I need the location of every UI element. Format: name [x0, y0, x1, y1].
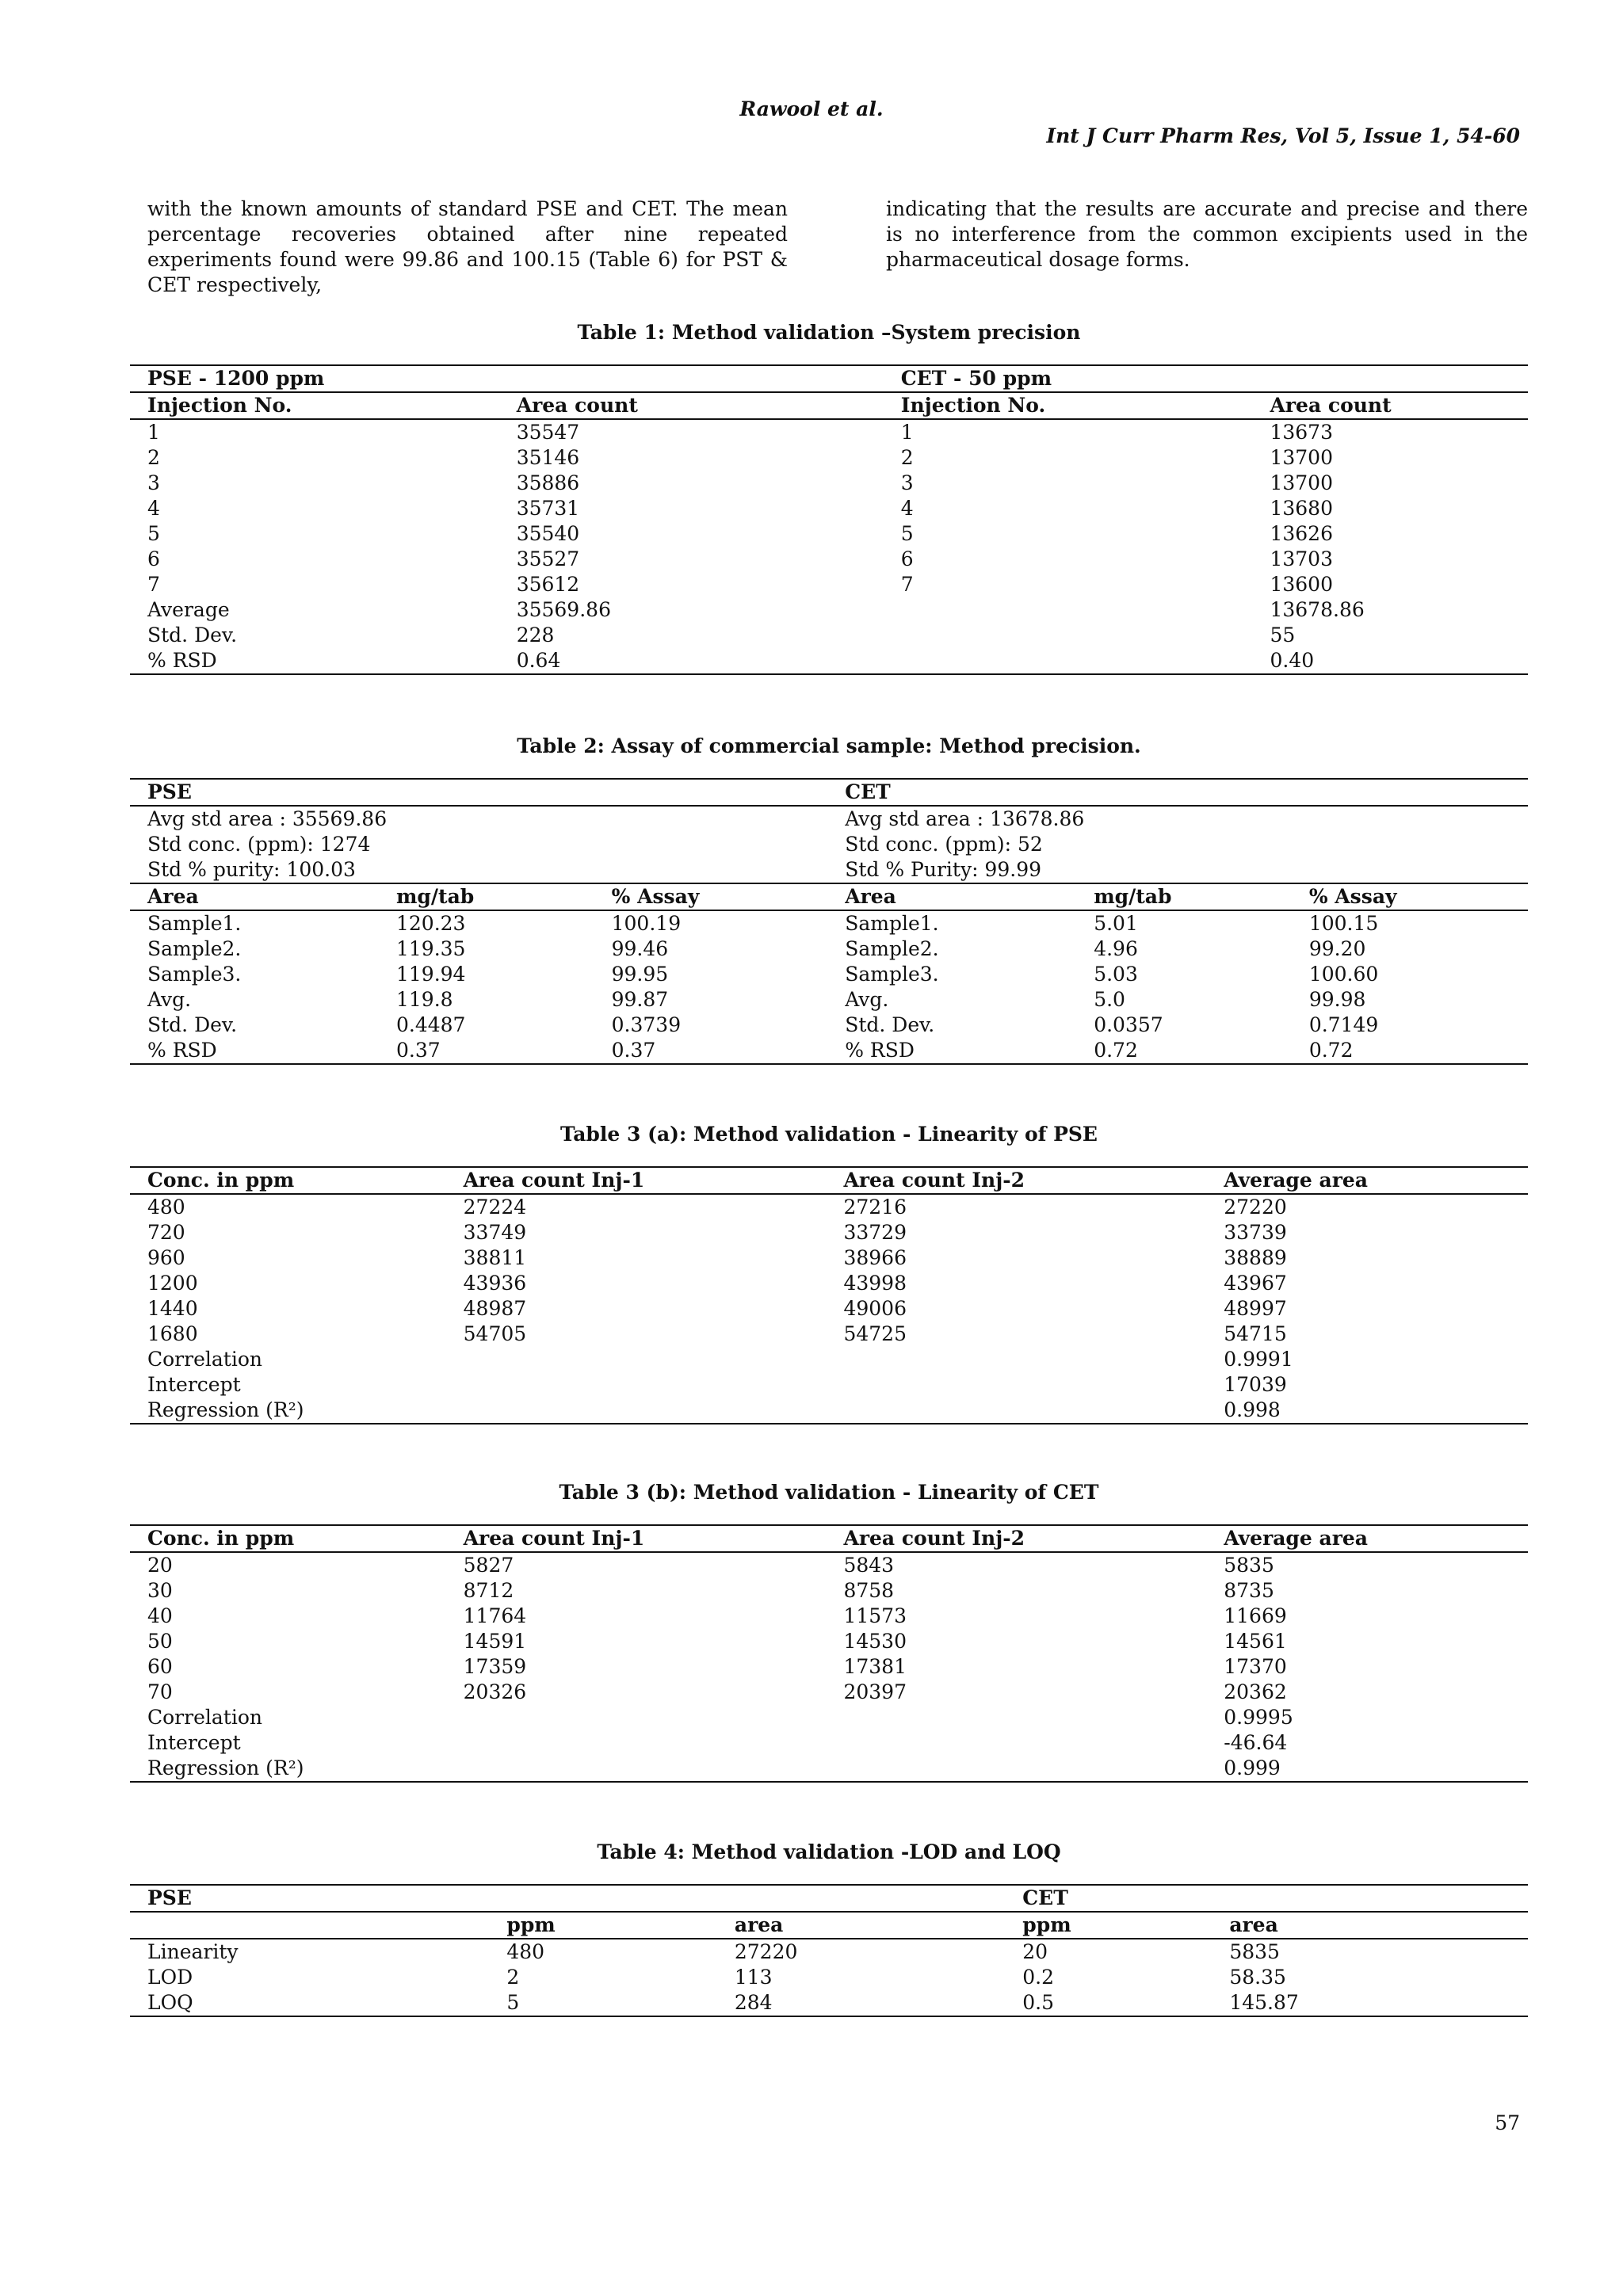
- table-cell: 17039: [1224, 1373, 1287, 1396]
- table-cell: 35569.86: [516, 598, 611, 621]
- running-header-journal: Int J Curr Pharm Res, Vol 5, Issue 1, 54-60: [1046, 124, 1520, 147]
- table-cell: [826, 1756, 1206, 1782]
- table-cell: 43967: [1224, 1272, 1287, 1295]
- table-cell: Std. Dev.: [147, 1013, 238, 1036]
- table-cell: 480: [506, 1940, 545, 1963]
- table-cell: 27220: [1224, 1196, 1287, 1219]
- table-cell: 43998: [843, 1272, 907, 1295]
- table-cell: 1440: [147, 1297, 198, 1320]
- table-cell: % RSD: [130, 1038, 379, 1064]
- table-cell: Regression (R²): [130, 1756, 446, 1782]
- table-cell: % RSD: [130, 648, 499, 674]
- std-info-cell: Std % Purity: 99.99: [827, 857, 1528, 883]
- table-row: [130, 910, 1528, 936]
- table-row: [130, 1245, 1528, 1271]
- table-cell: [826, 1347, 1206, 1372]
- table-row: [130, 419, 1528, 445]
- table-cell: 0.40: [1252, 648, 1528, 674]
- table-cell: 0.0357: [1094, 1013, 1163, 1036]
- table-cell: 99.98: [1308, 988, 1366, 1011]
- table-cell: 54705: [463, 1322, 527, 1345]
- table-row: [130, 1296, 1528, 1322]
- table-cell: 2: [147, 446, 160, 469]
- table-cell: 6: [147, 547, 160, 570]
- table-cell: 113: [734, 1966, 773, 1989]
- table-cell: 20326: [463, 1680, 527, 1703]
- table-cell: 17359: [463, 1655, 527, 1678]
- table-cell: 5835: [1229, 1940, 1280, 1963]
- std-info-row: [130, 806, 1528, 832]
- table-cell: 50: [147, 1630, 173, 1653]
- table-cell: LOQ: [130, 1990, 489, 2016]
- column-header: Conc. in ppm: [130, 1167, 446, 1194]
- table-cell: 60: [147, 1655, 173, 1678]
- table-cell: 17381: [843, 1655, 907, 1678]
- table-cell: Linearity: [147, 1940, 239, 1963]
- table-cell: [446, 1347, 827, 1372]
- table-cell: 5: [489, 1990, 717, 2016]
- group-header-pse: PSE - 1200 ppm: [130, 365, 884, 392]
- table-cell: [446, 1398, 827, 1424]
- column-header: Area count Inj-2: [826, 1525, 1206, 1552]
- table-cell: 54725: [843, 1322, 907, 1345]
- table-row: [130, 1604, 1528, 1629]
- table-row: [130, 1654, 1528, 1680]
- table-header-row: [130, 392, 1528, 419]
- table-row: [130, 987, 1528, 1013]
- table-cell: 13703: [1270, 547, 1333, 570]
- table-cell: 100.60: [1308, 963, 1379, 986]
- table-4-lod-loq: [130, 1840, 1528, 2017]
- column-header: % Assay: [1292, 883, 1528, 910]
- column-header: Area count: [1252, 392, 1528, 419]
- table-cell: [826, 1398, 1206, 1424]
- table-cell: 70: [147, 1680, 173, 1703]
- table-4: [130, 1884, 1528, 2017]
- table-row: [130, 623, 1528, 648]
- table-cell: [884, 648, 1253, 674]
- table-cell: Avg.: [845, 988, 889, 1011]
- running-header-author: Rawool et al.: [739, 97, 884, 120]
- table-group-header-row: [130, 365, 1528, 392]
- body-paragraph: with the known amounts of standard PSE and CET. The mean percentage recoveries obtained after nine repeated experiments found were 99.86 and 100.15 (Table 6) for PST & CET respectively,: [147, 197, 788, 296]
- table-cell: 119.8: [395, 988, 453, 1011]
- table-row: [130, 1398, 1528, 1424]
- table-cell: 228: [516, 624, 555, 646]
- table-row: [130, 521, 1528, 547]
- table-header-row: [130, 1525, 1528, 1552]
- table-body: [130, 1939, 1528, 2016]
- table-cell: 35547: [516, 421, 580, 444]
- table-cell: Sample3.: [147, 963, 242, 986]
- table-cell: [446, 1372, 827, 1398]
- table-cell: Correlation: [147, 1706, 262, 1729]
- table-group-header-row: [130, 779, 1528, 806]
- group-header-cet: CET: [1005, 1885, 1528, 1912]
- table-cell: 5: [147, 522, 160, 545]
- table-cell: 3: [147, 471, 160, 494]
- table-row: [130, 1220, 1528, 1245]
- table-body: [130, 1552, 1528, 1782]
- table-cell: Sample3.: [845, 963, 939, 986]
- table-row: [130, 1939, 1528, 1965]
- table-cell: 119.94: [395, 963, 466, 986]
- group-header-pse: PSE: [130, 1885, 1005, 1912]
- column-header: Injection No.: [130, 392, 499, 419]
- table-row: [130, 1990, 1528, 2016]
- column-header: Injection No.: [884, 392, 1253, 419]
- table-cell: 20362: [1224, 1680, 1287, 1703]
- table-cell: 5827: [463, 1554, 514, 1577]
- table-cell: 4: [147, 497, 160, 520]
- table-cell: 48987: [463, 1297, 527, 1320]
- table-cell: 13673: [1270, 421, 1333, 444]
- table-header-row: [130, 1167, 1528, 1194]
- table-cell: Intercept: [147, 1731, 241, 1754]
- table-cell: 35146: [516, 446, 580, 469]
- table-cell: 0.7149: [1308, 1013, 1379, 1036]
- table-cell: 13680: [1270, 497, 1333, 520]
- table-cell: Sample2.: [147, 937, 242, 960]
- table-cell: Std. Dev.: [147, 624, 238, 646]
- table-cell: -46.64: [1224, 1731, 1288, 1754]
- std-info-cell: Std conc. (ppm): 1274: [147, 833, 371, 856]
- table-title: Table 2: Assay of commercial sample: Method precision.: [517, 734, 1141, 757]
- table-row: [130, 1680, 1528, 1705]
- table-cell: 0.64: [499, 648, 884, 674]
- table-cell: 13700: [1270, 471, 1333, 494]
- table-row: [130, 1347, 1528, 1372]
- table-cell: 27216: [843, 1196, 907, 1219]
- table-cell: 5835: [1224, 1554, 1274, 1577]
- table-cell: [826, 1372, 1206, 1398]
- table-cell: 13678.86: [1270, 598, 1365, 621]
- table-cell: 100.19: [611, 912, 682, 935]
- table-cell: [884, 597, 1253, 623]
- table-cell: 0.998: [1206, 1398, 1528, 1424]
- table-body: [130, 1194, 1528, 1424]
- column-header: Area: [130, 883, 379, 910]
- table-row: [130, 1705, 1528, 1730]
- table-cell: 99.46: [611, 937, 669, 960]
- column-header: Conc. in ppm: [130, 1525, 446, 1552]
- table-row: [130, 445, 1528, 471]
- table-cell: 7: [147, 573, 160, 596]
- std-info-row: [130, 832, 1528, 857]
- table-row: [130, 648, 1528, 674]
- table-cell: 35886: [516, 471, 580, 494]
- table-cell: 0.9991: [1224, 1348, 1293, 1371]
- table-cell: 99.87: [611, 988, 669, 1011]
- table-row: [130, 1038, 1528, 1064]
- table-cell: [446, 1705, 827, 1730]
- table-row: [130, 547, 1528, 572]
- table-cell: [446, 1756, 827, 1782]
- table-cell: LOD: [147, 1966, 193, 1989]
- group-header-cet: CET: [827, 779, 1528, 806]
- table-cell: 1: [147, 421, 160, 444]
- column-header: ppm: [1005, 1912, 1212, 1939]
- table-row: [130, 597, 1528, 623]
- table-cell: 33729: [843, 1221, 907, 1244]
- table-row: [130, 1629, 1528, 1654]
- table-cell: 5.01: [1094, 912, 1138, 935]
- std-info-cell: Std conc. (ppm): 52: [845, 833, 1043, 856]
- column-header: mg/tab: [1076, 883, 1292, 910]
- table-cell: 0.999: [1206, 1756, 1528, 1782]
- table-2-method-precision: [130, 734, 1528, 1065]
- table-cell: 38811: [463, 1246, 527, 1269]
- table-cell: 40: [147, 1604, 173, 1627]
- table-header-row: [130, 1912, 1528, 1939]
- table-row: [130, 1730, 1528, 1756]
- table-cell: 17370: [1224, 1655, 1287, 1678]
- page-number: 57: [1495, 2111, 1520, 2134]
- table-cell: 35540: [516, 522, 580, 545]
- body-text-left-column: [147, 196, 788, 298]
- table-cell: 30: [147, 1579, 173, 1602]
- group-header-pse: PSE: [130, 779, 827, 806]
- std-info-row: [130, 857, 1528, 883]
- body-text-right-column: [886, 196, 1528, 273]
- table-cell: 960: [147, 1246, 185, 1269]
- table-cell: 3: [900, 471, 914, 494]
- table-cell: 0.2: [1022, 1966, 1055, 1989]
- table-cell: 27224: [463, 1196, 527, 1219]
- table-cell: 14561: [1224, 1630, 1287, 1653]
- column-header: area: [717, 1912, 1005, 1939]
- column-header: Area count Inj-2: [826, 1167, 1206, 1194]
- table-cell: 5.0: [1094, 988, 1125, 1011]
- table-cell: [884, 623, 1253, 648]
- table-cell: 14530: [843, 1630, 907, 1653]
- column-header: Average area: [1206, 1525, 1528, 1552]
- table-cell: [826, 1730, 1206, 1756]
- table-3a: [130, 1166, 1528, 1425]
- table-cell: 38966: [843, 1246, 907, 1269]
- table-body: [130, 910, 1528, 1064]
- table-cell: Intercept: [147, 1373, 241, 1396]
- table-cell: 11669: [1224, 1604, 1287, 1627]
- table-cell: 11764: [463, 1604, 527, 1627]
- table-cell: 4.96: [1094, 937, 1138, 960]
- table-cell: Sample2.: [845, 937, 939, 960]
- table-cell: 55: [1270, 624, 1296, 646]
- table-cell: 4: [900, 497, 914, 520]
- table-row: [130, 1322, 1528, 1347]
- table-cell: 0.3739: [611, 1013, 682, 1036]
- table-cell: Sample1.: [845, 912, 939, 935]
- table-cell: 48997: [1224, 1297, 1287, 1320]
- table-cell: 27220: [734, 1940, 798, 1963]
- table-cell: 35527: [516, 547, 580, 570]
- table-cell: 0.72: [1076, 1038, 1292, 1064]
- table-cell: 1680: [147, 1322, 198, 1345]
- table-cell: 20: [1022, 1940, 1048, 1963]
- table-cell: 7: [900, 573, 914, 596]
- table-row: [130, 496, 1528, 521]
- table-cell: 8735: [1224, 1579, 1274, 1602]
- table-cell: 8712: [463, 1579, 514, 1602]
- table-cell: 38889: [1224, 1246, 1287, 1269]
- table-row: [130, 1194, 1528, 1220]
- table-row: [130, 962, 1528, 987]
- table-cell: Avg.: [147, 988, 192, 1011]
- table-2: [130, 778, 1528, 1065]
- column-header: Average area: [1206, 1167, 1528, 1194]
- table-cell: 0.5: [1005, 1990, 1212, 2016]
- table-cell: 13600: [1270, 573, 1333, 596]
- std-info-cell: Std % purity: 100.03: [130, 857, 827, 883]
- table-row: [130, 936, 1528, 962]
- table-cell: 33749: [463, 1221, 527, 1244]
- table-row: [130, 1965, 1528, 1990]
- table-1-system-precision: [130, 320, 1528, 675]
- table-cell: 13626: [1270, 522, 1333, 545]
- table-cell: 0.72: [1292, 1038, 1528, 1064]
- column-header: ppm: [489, 1912, 717, 1939]
- table-cell: 20: [147, 1554, 173, 1577]
- table-cell: 0.9995: [1224, 1706, 1293, 1729]
- group-header-cet: CET - 50 ppm: [884, 365, 1528, 392]
- table-title: Table 4: Method validation -LOD and LOQ: [597, 1840, 1061, 1863]
- table-cell: 0.37: [594, 1038, 828, 1064]
- table-title: Table 1: Method validation –System precision: [577, 321, 1081, 344]
- table-cell: 120.23: [395, 912, 466, 935]
- table-cell: 100.15: [1308, 912, 1379, 935]
- table-cell: 5.03: [1094, 963, 1138, 986]
- column-header: Area count Inj-1: [446, 1167, 827, 1194]
- table-row: [130, 572, 1528, 597]
- column-header: area: [1212, 1912, 1528, 1939]
- table-row: [130, 1271, 1528, 1296]
- table-cell: Std. Dev.: [845, 1013, 935, 1036]
- column-header: Area: [827, 883, 1076, 910]
- column-header: % Assay: [594, 883, 828, 910]
- table-cell: Average: [147, 598, 230, 621]
- table-cell: 145.87: [1212, 1990, 1528, 2016]
- std-info-cell: Avg std area : 35569.86: [147, 807, 388, 830]
- table-3b-linearity-cet: [130, 1480, 1528, 1783]
- table-cell: Regression (R²): [130, 1398, 446, 1424]
- table-cell: 99.95: [611, 963, 669, 986]
- table-cell: 8758: [843, 1579, 895, 1602]
- column-header: Area count Inj-1: [446, 1525, 827, 1552]
- table-3a-linearity-pse: [130, 1122, 1528, 1425]
- std-info-cell: Avg std area : 13678.86: [845, 807, 1085, 830]
- table-cell: % RSD: [827, 1038, 1076, 1064]
- table-body: [130, 419, 1528, 674]
- table-cell: 1200: [147, 1272, 198, 1295]
- table-group-header-row: [130, 1885, 1528, 1912]
- table-cell: 480: [147, 1196, 185, 1219]
- table-row: [130, 1578, 1528, 1604]
- table-cell: Correlation: [147, 1348, 262, 1371]
- table-3b: [130, 1524, 1528, 1783]
- table-row: [130, 1552, 1528, 1578]
- column-header: mg/tab: [379, 883, 594, 910]
- table-cell: 43936: [463, 1272, 527, 1295]
- table-cell: 49006: [843, 1297, 907, 1320]
- table-cell: 5843: [843, 1554, 895, 1577]
- table-cell: 33739: [1224, 1221, 1287, 1244]
- table-cell: 11573: [843, 1604, 907, 1627]
- table-cell: 1: [900, 421, 914, 444]
- table-cell: 119.35: [395, 937, 466, 960]
- table-cell: 0.37: [379, 1038, 594, 1064]
- table-cell: Sample1.: [147, 912, 242, 935]
- table-cell: 35612: [516, 573, 580, 596]
- table-cell: 2: [506, 1966, 520, 1989]
- table-1: [130, 364, 1528, 675]
- column-header: Area count: [499, 392, 884, 419]
- table-cell: 2: [900, 446, 914, 469]
- table-cell: 720: [147, 1221, 185, 1244]
- table-row: [130, 1756, 1528, 1782]
- table-cell: 20397: [843, 1680, 907, 1703]
- table-cell: 14591: [463, 1630, 527, 1653]
- table-row: [130, 1013, 1528, 1038]
- table-cell: 5: [900, 522, 914, 545]
- table-cell: 0.4487: [395, 1013, 466, 1036]
- table-row: [130, 1372, 1528, 1398]
- table-cell: 35731: [516, 497, 580, 520]
- body-paragraph: indicating that the results are accurate and precise and there is no interference from the common excipients used in the pharmaceutical dosage forms.: [886, 197, 1528, 271]
- table-cell: 54715: [1224, 1322, 1287, 1345]
- table-cell: 13700: [1270, 446, 1333, 469]
- table-title: Table 3 (b): Method validation - Linearity of CET: [559, 1481, 1099, 1504]
- column-header: [130, 1912, 489, 1939]
- table-cell: [826, 1705, 1206, 1730]
- table-cell: 284: [717, 1990, 1005, 2016]
- table-cell: 58.35: [1229, 1966, 1286, 1989]
- table-cell: 99.20: [1308, 937, 1366, 960]
- table-row: [130, 471, 1528, 496]
- table-cell: 6: [900, 547, 914, 570]
- table-title: Table 3 (a): Method validation - Linearity of PSE: [560, 1123, 1098, 1146]
- table-header-row: [130, 883, 1528, 910]
- table-cell: [446, 1730, 827, 1756]
